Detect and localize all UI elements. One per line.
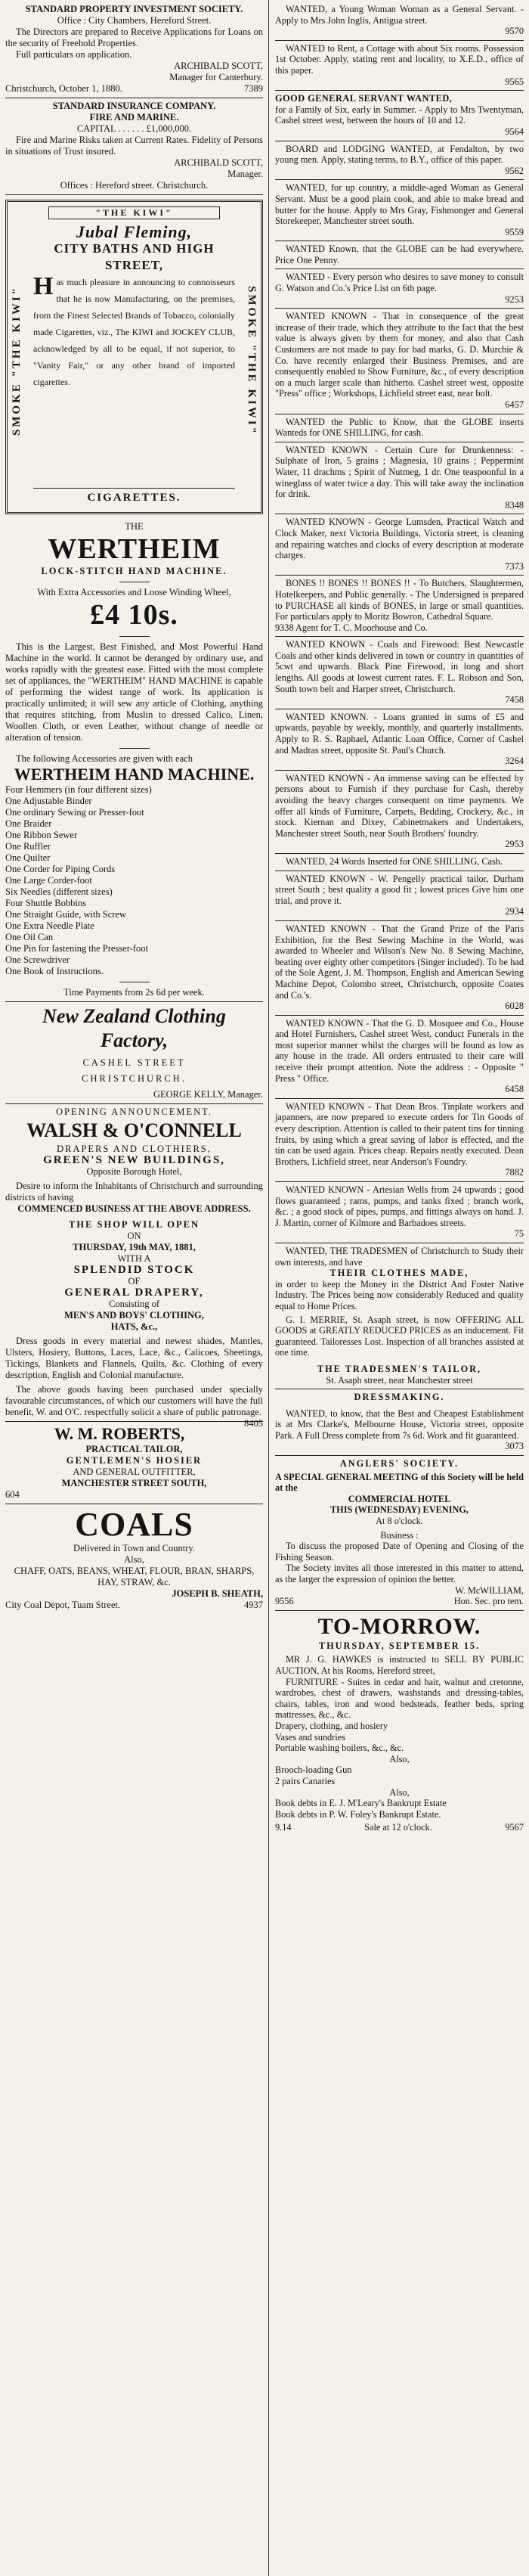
ad-body: Full particulars on application. (16, 49, 132, 60)
accessory-item: One Ruffler (5, 841, 51, 852)
ad-auction: TO-MORROW. THURSDAY, SEPTEMBER 15. MR J. G. HAWKES is instructed to SELL BY PUBLIC AUCTION, At his Rooms, Hereford street, FURNITURE - Suites in cedar and hair, walnut and cretonne, wardrobes, chest of drawers, washstands and dressing-tables, chairs, tables, iron and wood bedsteads, feather beds, spring mattresses, &c., &c. Drapery, clothing, and hosiery Vases and sundries Portable washing boilers, &c., &c. Also, Brooch-loading Gun 2 pairs Canaries Also, Book debts in E. J. M'Leary's Bankrupt Estate Book debts in P. W. Foley's Bankrupt Estate. 9.14 Sale at 12 o'clock. 9567 (275, 1613, 524, 1833)
opening-on: ON (127, 1231, 141, 1241)
wertheim-acc-intro: The following Accessories are given with each (16, 753, 193, 764)
accessory-item: One Screwdriver (5, 954, 70, 965)
opening-hats: HATS, &c., (110, 1321, 158, 1332)
ad-dressmaking-heading: DRESSMAKING. (354, 1392, 445, 1403)
kiwi-name: Jubal Fleming, (76, 222, 193, 241)
ad-dressmaking: WANTED, to know, that the Best and Cheapest Establishment is at Mrs Clarke's, Melbourne House, Victoria street, opposite Park. A Full Dress complete from 7s 6d. Work and fit guaranteed. 3073 (275, 1406, 524, 1456)
accessory-item: One Extra Needle Plate (5, 920, 94, 931)
auction-tomorrow: TO-MORROW. (317, 1613, 481, 1639)
opening-trade: DRAPERS AND CLOTHIERS, (57, 1144, 212, 1154)
ad-role: Manager. (227, 169, 263, 179)
ad-opening-announcement (5, 1104, 263, 1429)
classified-ad: WANTED KNOWN - Artesian Wells from 24 upwards ; good flows guaranteed ; rams, pumps, and tanks fixed ; branch work, &c. ; a good stock of pipes, pumps, and fittings always on hand. J. J. Martin, corner of Kilmore and Barbadoes streets. 75 (275, 1182, 524, 1243)
accessory-item: One Large Corder-foot (5, 875, 92, 886)
kiwi-title: "THE KIWI" (48, 206, 220, 219)
ad-signature: ARCHIBALD SCOTT, (174, 157, 263, 168)
ad-offices: Offices : Hereford street. Christchurch. (60, 180, 209, 191)
accessories-list (5, 784, 263, 977)
classified-ad: WANTED Known, that the GLOBE can be had everywhere. Price One Penny. (275, 241, 524, 269)
opening-general: GENERAL DRAPERY, (64, 1286, 204, 1299)
wertheim-title: WERTHEIM (48, 533, 221, 565)
wertheim-body: This is the Largest, Best Finished, and Most Powerful Hand Machine in the world. It cannot be deranged by ordinary use, and works rapidly with the greatest ease. Fitted with the most complete set of appliances, the "WERTHEIM" HAND MACHINE is capable of performing the widest range of work. Its application is practically unlimited; it will sew any article of Clothing, anything that requires stitching, from Muslin to dressed Calico, Linen, Woollen Cloth, or even Leather, without change of needle or alteration of tension. (5, 641, 263, 743)
ad-anglers-society: ANGLERS' SOCIETY. A SPECIAL GENERAL MEETING of this Society will be held at the COMMERCIAL HOTEL THIS (WEDNESDAY) EVENING, At 8 o'clock. Business : To discuss the proposed Date of Opening and Closing of the Fishing Season. The Society invites all those interested in this matter to attend, as the larger the expression of opinion the better. W. McWILLIAM, 9556 Hon. Sec. pro tem. (275, 1456, 524, 1611)
opening-of: OF (128, 1276, 141, 1286)
opening-consisting: Consisting of (108, 1299, 160, 1309)
roberts-address: MANCHESTER STREET SOUTH, (61, 1478, 207, 1488)
classified-ad: WANTED to Rent, a Cottage with about Six rooms. Possession 1st October. Apply, stating rent and locality, to X.E.D., office of this paper. 9565 (275, 41, 524, 91)
classified-ad: WANTED KNOWN - Coals and Firewood: Best Newcastle Coals and other kinds delivered in town or country in quantities of 5cwt and upwards. Black Pine Firewood, in long and short lengths. All goods at lowest current rates. F. L. Robson and Son, South town belt and Harper street, Christchurch. 7458 (275, 637, 524, 709)
auction-date: THURSDAY, SEPTEMBER 15. (318, 1640, 481, 1651)
ad-insurance (5, 98, 263, 195)
ad-wertheim (5, 519, 263, 1002)
classified-ad: WANTED KNOWN - That in consequence of the great increase of their trade, which they attribute to the fact that the best value is always given by them for money, and also that Cash Customers are not made to pay for bad marks, G. D. Murchie & Co. have recently enlarged their Business Premises, and are consequently enabled to Show Furniture, &c., of every description on a much larger scale than hitherto. Cashel street west, opposite "Press" office ; Workshops, Lichfield street east, near bolt. 6457 (275, 309, 524, 414)
ad-property-society (5, 2, 263, 98)
ad-tradesmen: WANTED, THE TRADESMEN of Christchurch to Study their own interests, and have THEIR CLOTHES MADE, in order to keep the Money in the District And Foster Native Industry. The Prices being now considerably Reduced and quality equal to Home Prices. G. I. MERRIE, St. Asaph street, is now OFFERING ALL GOODS at GREATLY REDUCED PRICES as an inducement. Fit guaranteed. Tailoresses Lost. Inspection of all branches assisted at one time. (275, 1245, 524, 1358)
classified-ad: WANTED, a Young Woman Woman as a General Servant. - Apply to Mrs John Inglis, Antigua street. 9570 (275, 2, 524, 41)
column-rule (268, 0, 269, 2576)
accessory-item: One Corder for Piping Cords (5, 864, 116, 874)
ad-kiwi-cigarettes (5, 200, 263, 514)
ad-heading: STANDARD PROPERTY INVESTMENT SOCIETY. (25, 4, 243, 14)
classified-ad: WANTED - Every person who desires to save money to consult G. Watson and Co.'s Price List on 6th page. 9253 (275, 269, 524, 309)
opening-firm: WALSH & O'CONNELL (26, 1119, 242, 1141)
classified-ad: WANTED KNOWN - That the G. D. Mosquee and Co., House and Hotel Furnishers, Cashel street West, conduct Funerals in the most superior manner whilst the charges will be found as low as any house in the trade. All orders entrusted to their care will receive their prompt attention. Note the address : - Opposite " Press " Office. 6458 (275, 1016, 524, 1099)
classified-ad: WANTED KNOWN - W. Pengelly practical tailor, Durham street South ; best quality a good fit ; lowest prices Give him one trial, and prove it. 2934 (275, 871, 524, 921)
accessory-item: One Ribbon Sewer (5, 830, 78, 840)
coals-also: Also, (124, 1554, 144, 1565)
ad-body: The Directors are prepared to Receive Applications for Loans on the security of Freehold Properties. (5, 26, 263, 48)
ad-heading: STANDARD INSURANCE COMPANY. (52, 101, 216, 111)
coals-signature: JOSEPH B. SHEATH, (172, 1588, 263, 1599)
ad-roberts-tailor (5, 1422, 263, 1504)
opening-with: WITH A (117, 1253, 151, 1264)
opening-body: Dress goods in every material and newest shades, Mantles, Ulsters, Hosiery, Buttons, Laces, Lace, &c., Calicoes, Sheetings, Tickings, Blankets and Flannels, Quilts, &c. Clothing of every description, English and Colonial manufacture. (5, 1336, 263, 1380)
opening-shop: THE SHOP WILL OPEN (69, 1219, 200, 1230)
accessory-item: One Braider (5, 818, 52, 829)
accessory-item: One ordinary Sewing or Presser-foot (5, 807, 144, 818)
kiwi-line: CITY BATHS AND HIGH (54, 241, 215, 256)
classified-ad: WANTED KNOWN - George Lumsden, Practical Watch and Clock Maker, next Victoria Buildings, Victoria street, is cleaning and repairing watches and clocks of every description at moderate charges. 7373 (275, 514, 524, 576)
factory-title: New Zealand Clothing (42, 1005, 226, 1027)
factory-city: CHRISTCHURCH. (82, 1073, 187, 1084)
ad-tradesmens-tailor: THE TRADESMEN'S TAILOR, St. Asaph street, near Manchester street (275, 1361, 524, 1389)
opening-date: THURSDAY, 19th MAY, 1881, (73, 1242, 196, 1252)
ad-signature: ARCHIBALD SCOTT, (174, 61, 263, 71)
classified-ad: WANTED KNOWN - Certain Cure for Drunkenness: - Sulphate of Iron, 5 grains ; Magnesia, 10 grains ; Peppermint Water, 11 drachms ; Spirit of Nutmeg, 1 dr. One teaspoonful in a wineglass of water twice a day. This will take away the inclination for drink. 8348 (275, 442, 524, 515)
ad-date: Christchurch, October 1, 1880. 7389 (5, 83, 263, 94)
accessory-item: One Straight Guide, with Screw (5, 909, 127, 920)
coals-list: CHAFF, OATS, BEANS, WHEAT, FLOUR, BRAN, SHARPS, HAY, STRAW, &c. (14, 1566, 255, 1587)
wertheim-the: THE (125, 521, 144, 532)
kiwi-side-text-left: SMOKE "THE KIWI" (11, 286, 23, 436)
drop-cap: H (33, 272, 54, 300)
kiwi-side-text-right: SMOKE "THE KIWI" (246, 285, 258, 436)
accessory-item: Four Hemmers (in four different sizes) (5, 784, 152, 795)
coals-body: Delivered in Town and Country. (73, 1543, 195, 1553)
ad-body: Fire and Marine Risks taken at Current Rates. Fidelity of Persons in situations of Trust insured. (5, 135, 263, 157)
roberts-name: W. M. ROBERTS, (54, 1424, 185, 1443)
classified-ad: WANTED KNOWN. - Loans granted in sums of £5 and upwards, payable by weekly, monthly, and quarterly installments. Apply to R. S. Raphael, Atlantic Loan Office, Corner of Cashel and Madras street, opposite St. Paul's Church. 3264 (275, 709, 524, 771)
ad-office: Office : City Chambers, Hereford Street. (57, 15, 212, 26)
classified-ad: WANTED, 24 Words Inserted for ONE SHILLING, Cash. (275, 854, 524, 871)
ad-coals (5, 1504, 263, 1614)
accessory-item: One Oil Can (5, 932, 54, 942)
kiwi-footer: CIGARETTES. (33, 488, 235, 504)
wertheim-with: With Extra Accessories and Loose Winding Wheel, (37, 587, 231, 597)
classified-ad: WANTED the Public to Know, that the GLOBE inserts Wanteds for ONE SHILLING, for cash. (275, 414, 524, 442)
accessory-item: One Quilter (5, 852, 51, 863)
accessory-item: One Book of Instructions. (5, 966, 104, 976)
wertheim-subtitle: LOCK-STITCH HAND MACHINE. (41, 566, 227, 576)
opening-opp: Opposite Borough Hotel, (86, 1166, 182, 1177)
coals-address: City Coal Depot, Tuam Street. 4937 (5, 1600, 263, 1610)
right-column (270, 0, 529, 2576)
classified-ad: WANTED KNOWN - That the Grand Prize of the Paris Exhibition, for the Best Sewing Machine in the World, was awarded to Wheeler and Wilson's New No. 8 Sewing Machine, beating over eighty other competitors (Singer included). To be had of the Sole Agent, J. M. Thompson, English and American Sewing Machine Depot, Colombo street, Christchurch, opposite Coates and Co.'s. 6028 (275, 921, 524, 1016)
kiwi-body (33, 274, 235, 390)
classified-ad: BONES !! BONES !! BONES !! - To Butchers, Slaughtermen, Hotelkeepers, and Public generally. - The Undersigned is prepared to PURCHASE all kinds of BONES, in large or small quantities. For particulars apply to Moritz Bowron, Cathedral Square. 9338 Agent for T. C. Moorhouse and Co. (275, 576, 524, 637)
opening-mens: MEN'S AND BOYS' CLOTHING, (64, 1310, 204, 1321)
classified-ad: GOOD GENERAL SERVANT WANTED, for a Family of Six, early in Summer. - Apply to Mrs Twentyman, Cashel street west, between the hours of 10 and 12. 9564 (275, 91, 524, 141)
classified-ad: BOARD and LODGING WANTED, at Fendalton, by two young men. Apply, stating terms, to B.Y., office of this paper. 9562 (275, 141, 524, 181)
factory-title-2: Factory, (100, 1029, 169, 1051)
accessory-item: One Adjustable Binder (5, 796, 92, 806)
accessory-item: Six Needles (different sizes) (5, 886, 113, 897)
wertheim-payments: Time Payments from 2s 6d per week. (63, 987, 205, 998)
wertheim-acc-title: WERTHEIM HAND MACHINE. (14, 765, 255, 784)
kiwi-text: as much pleasure in announcing to connoisseurs that he is now Manufacturing, on the premises, from the Finest Selected Brands of Tobacco, colonially made Cigarettes, viz., The KIWI and JOCKEY CLUB, acknowledged by all to be equal, if not superior, to "Vanity Fair," or any other brand of imported cigarettes. (33, 277, 235, 387)
classified-ad: WANTED KNOWN - That Dean Bros. Tinplate workers and japanners, are now prepared to execute orders for Tin Goods of every description. Attention is called to their patent tins for tinning fruits, by using which a great saving of labor is effected, and the tin can be used again. Prices cheap. Repairs neatly executed. Dean Brothers, Lichfield street, near Anderson's Foundry. 7882 (275, 1099, 524, 1182)
opening-splendid: SPLENDID STOCK (73, 1264, 195, 1276)
wertheim-price: £4 10s. (90, 599, 178, 631)
classified-ad: WANTED KNOWN - An immense saving can be effected by persons about to Furnish if they purchase for Cash, thereby avoiding the heavy charges consequent on time payments. We offer all kinds of Furniture, Carpets, Bedding, Crockery, &c., in stock. Kiernan and Dixey, Cabinetmakers and Undertakers, Manchester street South, near South Brothers' foundry. 2953 (275, 771, 524, 854)
opening-commenced: COMMENCED BUSINESS AT THE ABOVE ADDRESS. (17, 1203, 251, 1214)
accessory-item: Four Shuttle Bobbins (5, 898, 86, 908)
roberts-and: AND GENERAL OUTFITTER, (73, 1466, 196, 1477)
ad-subheading: FIRE AND MARINE. (89, 112, 179, 123)
opening-desire: Desire to inform the Inhabitants of Christchurch and surrounding districts of having (5, 1181, 263, 1203)
opening-body-2: The above goods having been purchased under specially favourable circumstances, of which our customers will have the full benefit, W. and O'C. respectfully solicit a share of public patronage. 8405 (5, 1384, 263, 1429)
ad-nz-clothing-factory (5, 1002, 263, 1104)
classified-ad: WANTED, for up country, a middle-aged Woman as General Servant. Must be a good plain cook, and able to make bread and butter for the house. Apply to Mrs Gray, Fishmonger and General Storekeeper, Manchester street south. 9559 (275, 180, 524, 241)
roberts-trade: PRACTICAL TAILOR, (85, 1444, 183, 1454)
roberts-trade-2: GENTLEMEN'S HOSIER (66, 1455, 203, 1466)
kiwi-line: STREET, (104, 258, 164, 272)
opening-building: GREEN'S NEW BUILDINGS, (43, 1154, 225, 1166)
roberts-num: 604 (5, 1489, 20, 1500)
factory-manager: GEORGE KELLY, Manager. (153, 1089, 263, 1100)
factory-street: CASHEL STREET (82, 1057, 186, 1068)
ad-role: Manager for Canterbury. (169, 72, 263, 82)
accessory-item: One Pin for fastening the Presser-foot (5, 943, 148, 954)
coals-title: COALS (75, 1506, 193, 1543)
ad-capital: CAPITAL . . . . . . £1,000,000. (76, 123, 192, 134)
opening-head: OPENING ANNOUNCEMENT. (55, 1106, 213, 1117)
